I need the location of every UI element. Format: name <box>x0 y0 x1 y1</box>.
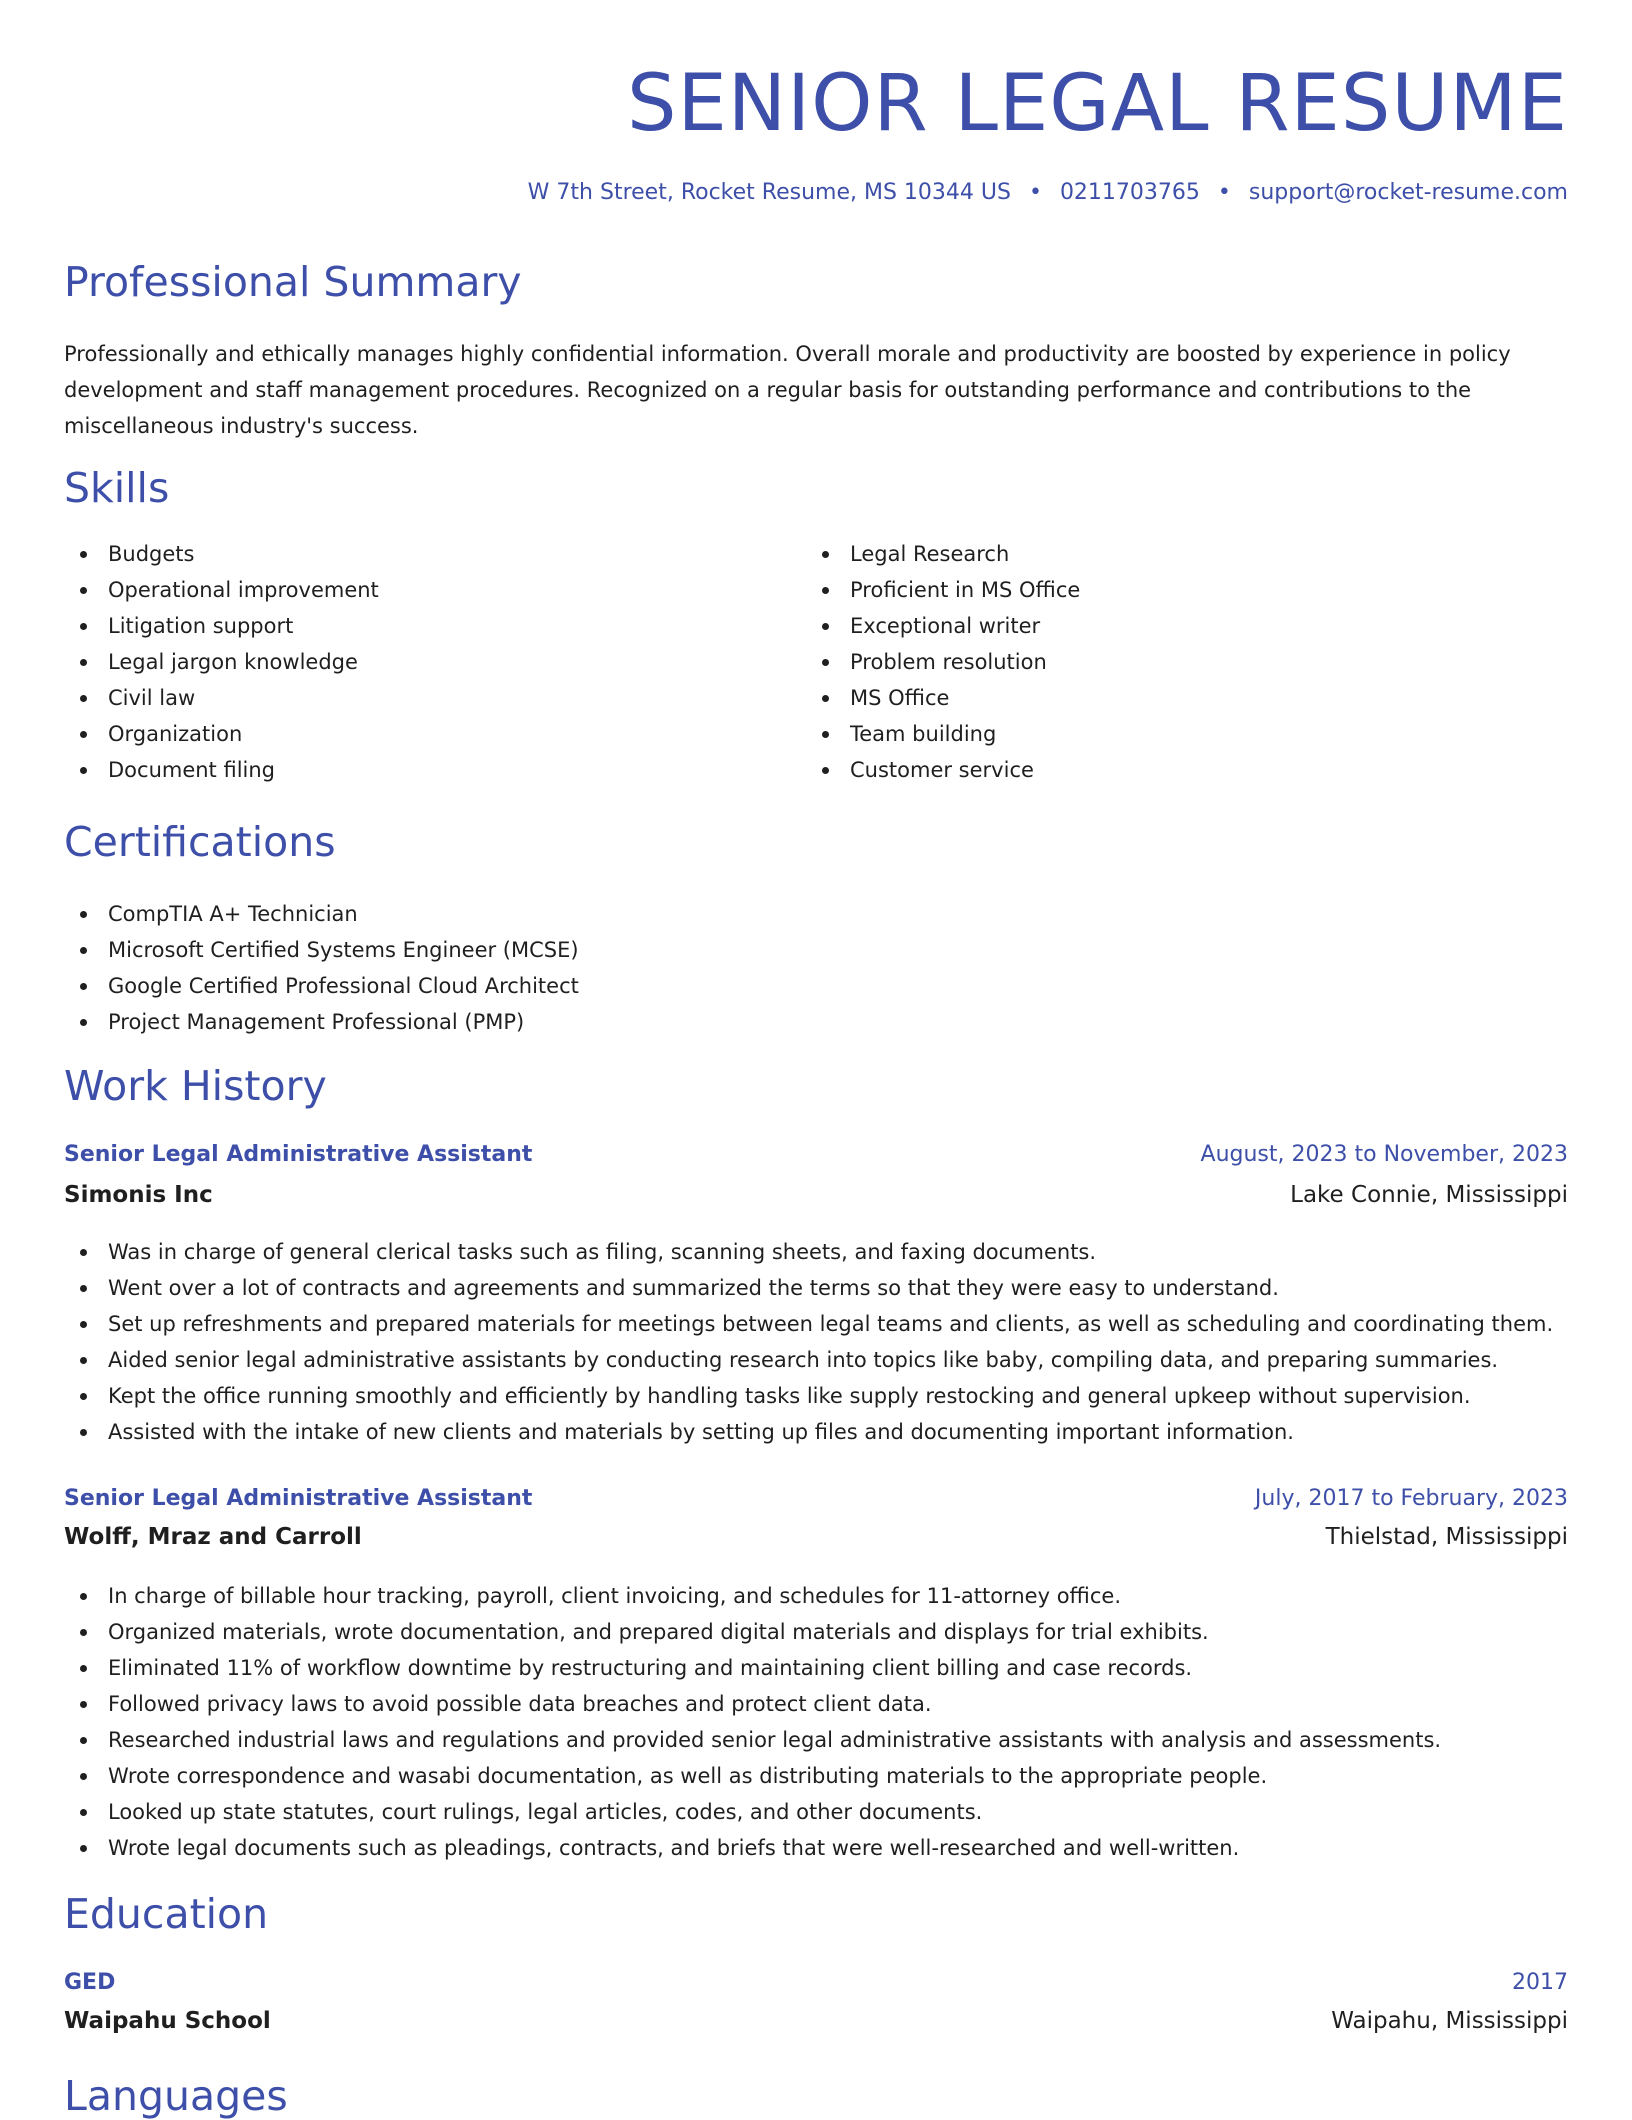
skill-item: Operational improvement <box>64 572 379 608</box>
job-bullet: Assisted with the intake of new clients and materials by setting up files and documenting important information. <box>64 1414 1553 1450</box>
job-bullet: Organized materials, wrote documentation, and prepared digital materials and displays for trial exhibits. <box>64 1614 1441 1650</box>
job-bullet: Aided senior legal administrative assistants by conducting research into topics like baby, compiling data, and preparing summaries. <box>64 1342 1553 1378</box>
education-subheader <box>64 2008 1568 2034</box>
job-bullets <box>64 1578 1441 1866</box>
job-location: Lake Connie, Mississippi <box>1290 1182 1568 1208</box>
job-dates: August, 2023 to November, 2023 <box>1200 1142 1568 1167</box>
job-location: Thielstad, Mississippi <box>1325 1524 1568 1550</box>
section-title-work-history: Work History <box>64 1062 327 1110</box>
job-bullet: Looked up state statutes, court rulings, legal articles, codes, and other documents. <box>64 1794 1441 1830</box>
job-bullet: Kept the office running smoothly and efficiently by handling tasks like supply restocking and general upkeep without supervision. <box>64 1378 1553 1414</box>
job-bullets <box>64 1234 1553 1450</box>
skill-item: MS Office <box>806 680 1080 716</box>
skill-item: Litigation support <box>64 608 379 644</box>
contact-separator: • <box>1217 180 1231 205</box>
contact-email[interactable]: support@rocket-resume.com <box>1248 180 1568 205</box>
job-bullet: Researched industrial laws and regulations and provided senior legal administrative assistants with analysis and assessments. <box>64 1722 1441 1758</box>
contact-address: W 7th Street, Rocket Resume, MS 10344 US <box>527 180 1011 205</box>
summary-text: Professionally and ethically manages highly confidential information. Overall morale and productivity are boosted by experience in policy development and staff management procedures. Recognized on a regular basis for outstanding performance and contributions to the miscellaneous industry's success. <box>64 342 1511 438</box>
skill-item: Problem resolution <box>806 644 1080 680</box>
education-degree: GED <box>64 1970 116 1995</box>
job-header <box>64 1142 1568 1167</box>
skill-item: Legal Research <box>806 536 1080 572</box>
job-title: Senior Legal Administrative Assistant <box>64 1486 533 1511</box>
skill-item: Organization <box>64 716 379 752</box>
job-header <box>64 1486 1568 1511</box>
skill-item: Exceptional writer <box>806 608 1080 644</box>
resume-name: SENIOR LEGAL RESUME <box>627 59 1568 149</box>
certification-item: CompTIA A+ Technician <box>64 896 579 932</box>
section-title-education: Education <box>64 1890 269 1938</box>
job-bullet: Wrote correspondence and wasabi documentation, as well as distributing materials to the appropriate people. <box>64 1758 1441 1794</box>
job-bullet: In charge of billable hour tracking, payroll, client invoicing, and schedules for 11-attorney office. <box>64 1578 1441 1614</box>
skills-list-left <box>64 536 379 788</box>
job-company: Wolff, Mraz and Carroll <box>64 1524 362 1550</box>
section-title-languages: Languages <box>64 2072 288 2120</box>
certification-item: Project Management Professional (PMP) <box>64 1004 579 1040</box>
skill-item: Proficient in MS Office <box>806 572 1080 608</box>
job-title: Senior Legal Administrative Assistant <box>64 1142 533 1167</box>
section-title-summary: Professional Summary <box>64 258 522 306</box>
job-bullet: Followed privacy laws to avoid possible data breaches and protect client data. <box>64 1686 1441 1722</box>
skill-item: Customer service <box>806 752 1080 788</box>
job-bullet: Set up refreshments and prepared materials for meetings between legal teams and clients, as well as scheduling and coordinating them. <box>64 1306 1553 1342</box>
job-subheader <box>64 1182 1568 1208</box>
section-title-skills: Skills <box>64 464 170 512</box>
job-bullet: Eliminated 11% of workflow downtime by restructuring and maintaining client billing and case records. <box>64 1650 1441 1686</box>
education-location: Waipahu, Mississippi <box>1331 2008 1568 2034</box>
education-header <box>64 1970 1568 1995</box>
certification-item: Microsoft Certified Systems Engineer (MCSE) <box>64 932 579 968</box>
skill-item: Team building <box>806 716 1080 752</box>
job-dates: July, 2017 to February, 2023 <box>1254 1486 1568 1511</box>
section-title-certifications: Certifications <box>64 818 336 866</box>
skills-list-right <box>806 536 1080 788</box>
contact-line <box>528 180 1568 205</box>
job-company: Simonis Inc <box>64 1182 213 1208</box>
job-subheader <box>64 1524 1568 1550</box>
job-bullet: Was in charge of general clerical tasks such as filing, scanning sheets, and faxing documents. <box>64 1234 1553 1270</box>
certification-item: Google Certified Professional Cloud Architect <box>64 968 579 1004</box>
certifications-list <box>64 896 579 1040</box>
education-school: Waipahu School <box>64 2008 271 2034</box>
skill-item: Document filing <box>64 752 379 788</box>
job-bullet: Wrote legal documents such as pleadings, contracts, and briefs that were well-researched and well-written. <box>64 1830 1441 1866</box>
contact-separator: • <box>1028 180 1042 205</box>
education-year: 2017 <box>1512 1970 1568 1995</box>
skill-item: Budgets <box>64 536 379 572</box>
skill-item: Legal jargon knowledge <box>64 644 379 680</box>
skill-item: Civil law <box>64 680 379 716</box>
job-bullet: Went over a lot of contracts and agreements and summarized the terms so that they were easy to understand. <box>64 1270 1553 1306</box>
contact-phone: 0211703765 <box>1059 180 1200 205</box>
